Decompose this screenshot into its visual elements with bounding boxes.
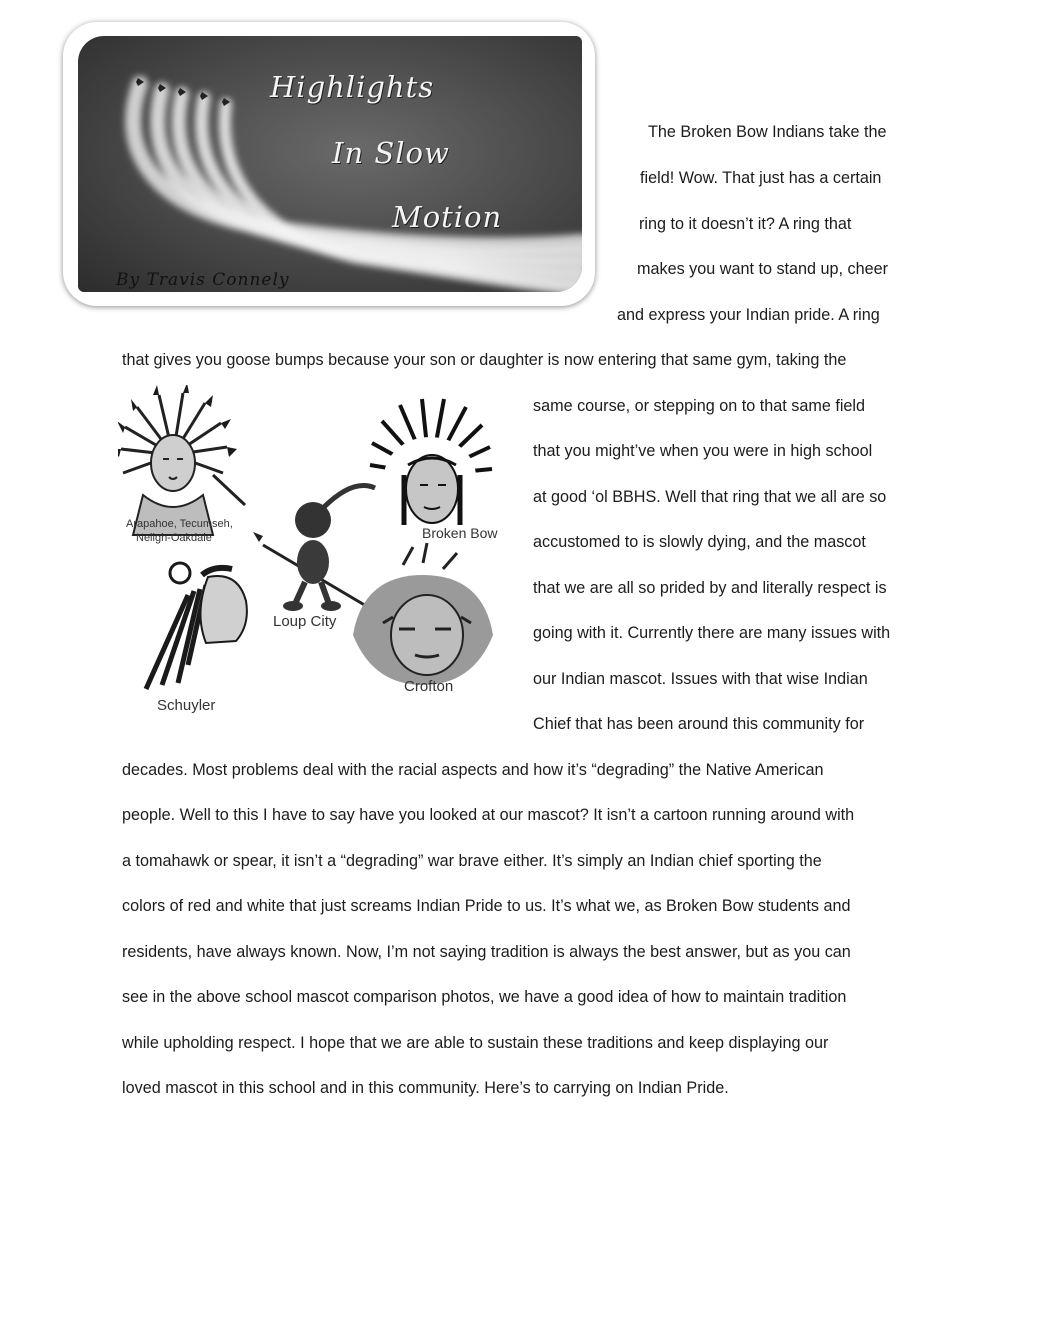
crofton-mascot-image	[353, 543, 493, 685]
caption-loup-city: Loup City	[273, 613, 337, 630]
article-line: and express your Indian pride. A ring	[617, 306, 880, 324]
article-line: that we are all so prided by and literally respect is	[533, 579, 887, 597]
caption-crofton: Crofton	[404, 678, 454, 695]
mascot-illustrations	[118, 385, 523, 720]
caption-schuyler: Schuyler	[157, 697, 216, 714]
caption-arapahoe-line-1: Arapahoe, Tecumseh,	[126, 518, 233, 530]
article-line: see in the above school mascot comparison photos, we have a good idea of how to maintain tradition	[122, 988, 847, 1006]
article-line: makes you want to stand up, cheer	[637, 260, 889, 278]
article-line: ring to it doesn’t it? A ring that	[639, 215, 852, 233]
broken-bow-mascot-image	[370, 399, 492, 525]
arapahoe-mascot-image	[118, 385, 245, 535]
article-line: decades. Most problems deal with the racial aspects and how it’s “degrading” the Native American	[122, 761, 824, 779]
header-title-line-2: In Slow	[332, 136, 450, 170]
article-line: loved mascot in this school and in this community. Here’s to carrying on Indian Pride.	[122, 1079, 729, 1097]
caption-broken-bow: Broken Bow	[422, 525, 498, 541]
header-title-line-1: Highlights	[270, 70, 435, 104]
article-line: colors of red and white that just screams Indian Pride to us. It’s what we, as Broken Bow students and	[122, 897, 851, 915]
schuyler-mascot-image	[146, 563, 247, 689]
article-line: a tomahawk or spear, it isn’t a “degrading” war brave either. It’s simply an Indian chief sporting the	[122, 852, 822, 870]
article-line: field! Wow. That just has a certain	[640, 169, 882, 187]
header-title-line-3: Motion	[392, 200, 503, 234]
article-line: while upholding respect. I hope that we are able to sustain these traditions and keep displaying our	[122, 1034, 829, 1052]
article-line: same course, or stepping on to that same field	[533, 397, 866, 415]
article-line: going with it. Currently there are many issues with	[533, 624, 891, 642]
article-line: residents, have always known. Now, I’m not saying tradition is always the best answer, but as you can	[122, 943, 851, 961]
loup-city-mascot-image	[253, 486, 375, 612]
article-line: The Broken Bow Indians take the	[648, 123, 887, 141]
article-line: Chief that has been around this community for	[533, 715, 865, 733]
caption-arapahoe-line-2: Neligh-Oakdale	[136, 532, 212, 544]
article-line: our Indian mascot. Issues with that wise Indian	[533, 670, 868, 688]
mascot-collage	[118, 385, 523, 720]
article-line: at good ‘ol BBHS. Well that ring that we all are so	[533, 488, 887, 506]
article-line: people. Well to this I have to say have you looked at our mascot? It isn’t a cartoon running around with	[122, 806, 855, 824]
article-line: accustomed to is slowly dying, and the mascot	[533, 533, 866, 551]
article-line: that you might’ve when you were in high school	[533, 442, 873, 460]
article-line: that gives you goose bumps because your son or daughter is now entering that same gym, taking the	[122, 351, 847, 369]
byline: By Travis Connely	[116, 270, 290, 290]
